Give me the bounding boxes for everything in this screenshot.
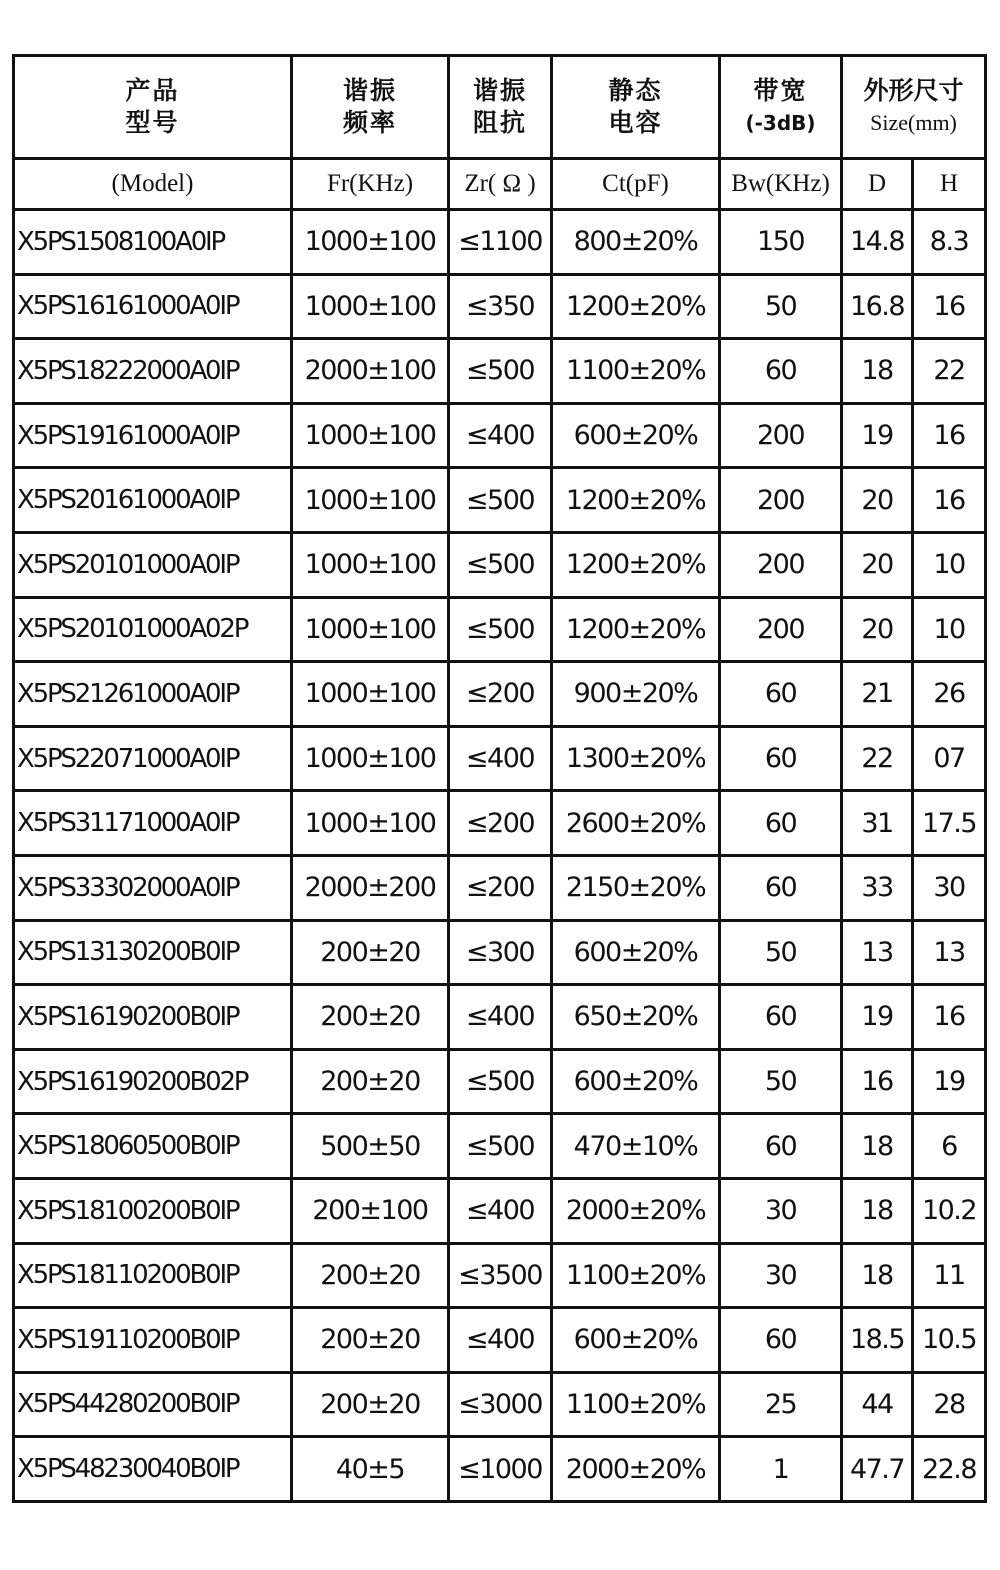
cell-d: 13	[842, 920, 913, 985]
cell-bw: 50	[720, 920, 842, 985]
cell-ct: 1200±20%	[552, 468, 720, 533]
cell-fr: 1000±100	[292, 468, 449, 533]
subheader-ct: Ct(pF)	[552, 159, 720, 210]
cell-bw: 25	[720, 1372, 842, 1437]
table-row	[14, 597, 986, 662]
cell-zr: ≤1100	[449, 210, 552, 275]
cell-fr: 1000±100	[292, 403, 449, 468]
cell-zr: ≤400	[449, 1178, 552, 1243]
cell-model: X5PS18110200B0IP	[14, 1243, 292, 1308]
cell-h: 10.5	[913, 1308, 986, 1373]
cell-ct: 800±20%	[552, 210, 720, 275]
cell-model: X5PS18100200B0IP	[14, 1178, 292, 1243]
cell-d: 18	[842, 339, 913, 404]
cell-ct: 600±20%	[552, 1308, 720, 1373]
cell-d: 18	[842, 1178, 913, 1243]
cell-zr: ≤300	[449, 920, 552, 985]
cell-ct: 1200±20%	[552, 274, 720, 339]
cell-d: 44	[842, 1372, 913, 1437]
table-body	[14, 210, 986, 1502]
cell-model: X5PS48230040B0IP	[14, 1437, 292, 1502]
cell-fr: 500±50	[292, 1114, 449, 1179]
cell-d: 47.7	[842, 1437, 913, 1502]
cell-fr: 200±20	[292, 1308, 449, 1373]
cell-h: 10	[913, 597, 986, 662]
table-row	[14, 726, 986, 791]
cell-fr: 200±20	[292, 920, 449, 985]
cell-bw: 150	[720, 210, 842, 275]
cell-zr: ≤200	[449, 662, 552, 727]
cell-h: 11	[913, 1243, 986, 1308]
subheader-fr: Fr(KHz)	[292, 159, 449, 210]
cell-model: X5PS20101000A02P	[14, 597, 292, 662]
table-row	[14, 1372, 986, 1437]
cell-h: 10.2	[913, 1178, 986, 1243]
cell-fr: 200±100	[292, 1178, 449, 1243]
cell-model: X5PS31171000A0IP	[14, 791, 292, 856]
cell-bw: 50	[720, 1049, 842, 1114]
cell-d: 21	[842, 662, 913, 727]
cell-model: X5PS16190200B0IP	[14, 985, 292, 1050]
cell-h: 6	[913, 1114, 986, 1179]
cell-ct: 1200±20%	[552, 597, 720, 662]
cell-bw: 60	[720, 726, 842, 791]
cell-d: 20	[842, 532, 913, 597]
header-bw: 带宽 (-3dB)	[720, 56, 842, 159]
cell-d: 16.8	[842, 274, 913, 339]
cell-d: 22	[842, 726, 913, 791]
table-row	[14, 274, 986, 339]
cell-model: X5PS16161000A0IP	[14, 274, 292, 339]
cell-ct: 1100±20%	[552, 1372, 720, 1437]
cell-ct: 1100±20%	[552, 339, 720, 404]
spec-table	[12, 54, 987, 1503]
cell-h: 16	[913, 403, 986, 468]
cell-fr: 2000±200	[292, 855, 449, 920]
subheader-model: (Model)	[14, 159, 292, 210]
cell-model: X5PS19110200B0IP	[14, 1308, 292, 1373]
cell-ct: 470±10%	[552, 1114, 720, 1179]
cell-fr: 200±20	[292, 1372, 449, 1437]
table-row	[14, 1308, 986, 1373]
cell-zr: ≤500	[449, 1049, 552, 1114]
cell-zr: ≤500	[449, 597, 552, 662]
cell-bw: 60	[720, 339, 842, 404]
table-row	[14, 791, 986, 856]
cell-zr: ≤500	[449, 339, 552, 404]
cell-d: 19	[842, 985, 913, 1050]
cell-ct: 600±20%	[552, 920, 720, 985]
cell-fr: 2000±100	[292, 339, 449, 404]
cell-bw: 60	[720, 662, 842, 727]
cell-ct: 2000±20%	[552, 1437, 720, 1502]
cell-h: 19	[913, 1049, 986, 1114]
table-row	[14, 662, 986, 727]
table-row	[14, 1049, 986, 1114]
cell-d: 18	[842, 1114, 913, 1179]
cell-h: 22.8	[913, 1437, 986, 1502]
table-row	[14, 339, 986, 404]
cell-zr: ≤1000	[449, 1437, 552, 1502]
table-row	[14, 468, 986, 533]
cell-ct: 1200±20%	[552, 532, 720, 597]
cell-fr: 1000±100	[292, 726, 449, 791]
cell-d: 14.8	[842, 210, 913, 275]
cell-model: X5PS18222000A0IP	[14, 339, 292, 404]
cell-h: 13	[913, 920, 986, 985]
table-row	[14, 920, 986, 985]
cell-d: 20	[842, 597, 913, 662]
header-ct: 静态 电容	[552, 56, 720, 159]
table-row	[14, 855, 986, 920]
cell-h: 26	[913, 662, 986, 727]
subheader-h: H	[913, 159, 986, 210]
cell-zr: ≤500	[449, 468, 552, 533]
cell-ct: 1300±20%	[552, 726, 720, 791]
cell-zr: ≤3500	[449, 1243, 552, 1308]
cell-bw: 60	[720, 1114, 842, 1179]
cell-bw: 50	[720, 274, 842, 339]
cell-fr: 200±20	[292, 1243, 449, 1308]
cell-d: 31	[842, 791, 913, 856]
cell-model: X5PS20161000A0IP	[14, 468, 292, 533]
cell-fr: 1000±100	[292, 662, 449, 727]
cell-bw: 200	[720, 403, 842, 468]
cell-model: X5PS18060500B0IP	[14, 1114, 292, 1179]
cell-zr: ≤400	[449, 726, 552, 791]
cell-bw: 30	[720, 1178, 842, 1243]
header-row	[14, 56, 986, 159]
cell-zr: ≤350	[449, 274, 552, 339]
subheader-d: D	[842, 159, 913, 210]
table-row	[14, 403, 986, 468]
cell-fr: 200±20	[292, 1049, 449, 1114]
cell-d: 33	[842, 855, 913, 920]
cell-zr: ≤500	[449, 1114, 552, 1179]
cell-zr: ≤200	[449, 855, 552, 920]
cell-h: 8.3	[913, 210, 986, 275]
cell-h: 16	[913, 985, 986, 1050]
cell-bw: 60	[720, 1308, 842, 1373]
cell-fr: 1000±100	[292, 274, 449, 339]
table-row	[14, 210, 986, 275]
cell-bw: 60	[720, 985, 842, 1050]
cell-bw: 200	[720, 532, 842, 597]
table-row	[14, 985, 986, 1050]
cell-ct: 2150±20%	[552, 855, 720, 920]
cell-ct: 1100±20%	[552, 1243, 720, 1308]
cell-ct: 2600±20%	[552, 791, 720, 856]
cell-ct: 650±20%	[552, 985, 720, 1050]
cell-ct: 2000±20%	[552, 1178, 720, 1243]
cell-h: 30	[913, 855, 986, 920]
cell-bw: 60	[720, 855, 842, 920]
cell-d: 18.5	[842, 1308, 913, 1373]
subheader-zr: Zr( Ω )	[449, 159, 552, 210]
header-zr: 谐振 阻抗	[449, 56, 552, 159]
cell-model: X5PS44280200B0IP	[14, 1372, 292, 1437]
cell-zr: ≤500	[449, 532, 552, 597]
cell-bw: 200	[720, 468, 842, 533]
cell-fr: 1000±100	[292, 791, 449, 856]
table-row	[14, 1243, 986, 1308]
header-fr: 谐振 频率	[292, 56, 449, 159]
cell-bw: 1	[720, 1437, 842, 1502]
cell-ct: 600±20%	[552, 403, 720, 468]
cell-model: X5PS16190200B02P	[14, 1049, 292, 1114]
cell-bw: 200	[720, 597, 842, 662]
cell-d: 19	[842, 403, 913, 468]
cell-h: 22	[913, 339, 986, 404]
table-row	[14, 1178, 986, 1243]
cell-zr: ≤400	[449, 985, 552, 1050]
cell-d: 16	[842, 1049, 913, 1114]
cell-h: 17.5	[913, 791, 986, 856]
cell-d: 20	[842, 468, 913, 533]
cell-model: X5PS20101000A0IP	[14, 532, 292, 597]
cell-zr: ≤3000	[449, 1372, 552, 1437]
cell-ct: 600±20%	[552, 1049, 720, 1114]
subheader-bw: Bw(KHz)	[720, 159, 842, 210]
cell-model: X5PS1508100A0IP	[14, 210, 292, 275]
cell-model: X5PS33302000A0IP	[14, 855, 292, 920]
cell-zr: ≤200	[449, 791, 552, 856]
cell-h: 16	[913, 468, 986, 533]
table-row	[14, 1437, 986, 1502]
subheader-row	[14, 159, 986, 210]
cell-fr: 1000±100	[292, 210, 449, 275]
table-row	[14, 1114, 986, 1179]
cell-h: 28	[913, 1372, 986, 1437]
cell-fr: 1000±100	[292, 532, 449, 597]
cell-zr: ≤400	[449, 403, 552, 468]
cell-bw: 30	[720, 1243, 842, 1308]
cell-fr: 40±5	[292, 1437, 449, 1502]
table-row	[14, 532, 986, 597]
header-size: 外形尺寸 Size(mm)	[842, 56, 986, 159]
cell-model: X5PS13130200B0IP	[14, 920, 292, 985]
cell-zr: ≤400	[449, 1308, 552, 1373]
cell-model: X5PS19161000A0IP	[14, 403, 292, 468]
cell-h: 16	[913, 274, 986, 339]
cell-ct: 900±20%	[552, 662, 720, 727]
cell-fr: 1000±100	[292, 597, 449, 662]
cell-h: 07	[913, 726, 986, 791]
cell-model: X5PS21261000A0IP	[14, 662, 292, 727]
header-model: 产品 型号	[14, 56, 292, 159]
cell-d: 18	[842, 1243, 913, 1308]
cell-h: 10	[913, 532, 986, 597]
cell-fr: 200±20	[292, 985, 449, 1050]
cell-bw: 60	[720, 791, 842, 856]
cell-model: X5PS22071000A0IP	[14, 726, 292, 791]
